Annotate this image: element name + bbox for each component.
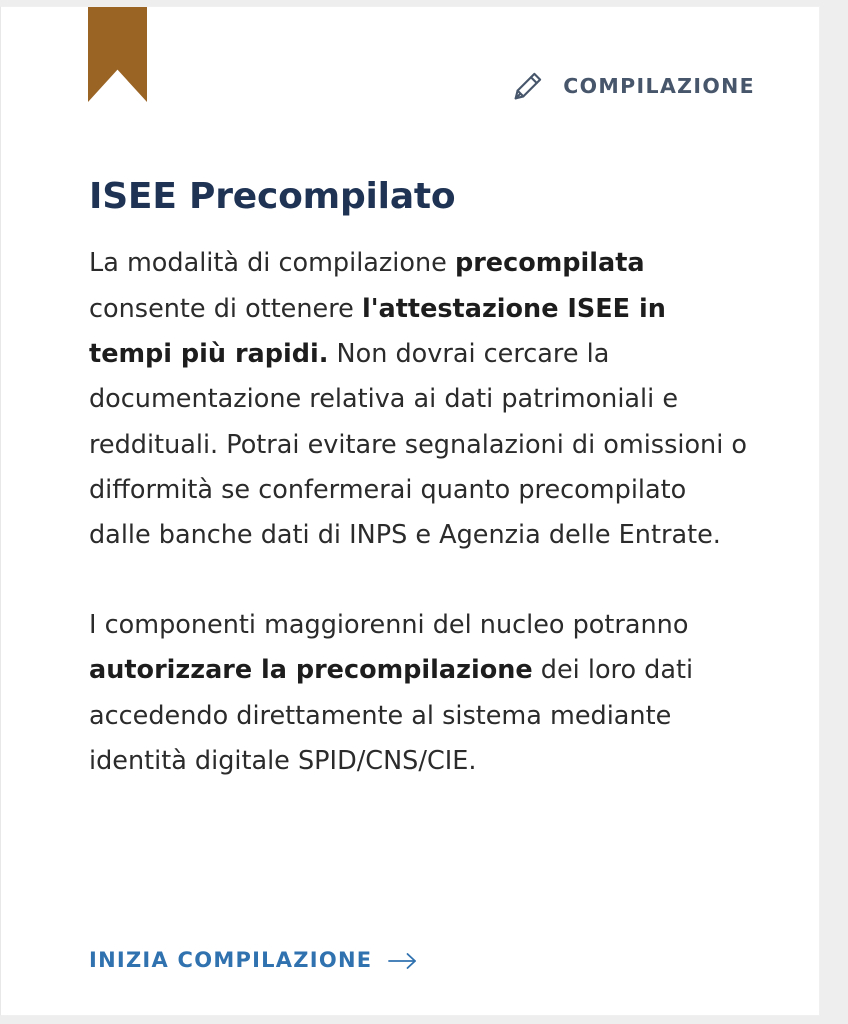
- category-header: [511, 69, 755, 103]
- page-title: ISEE Precompilato: [89, 176, 456, 217]
- description-paragraph-1: La modalità di compilazione precompilata consente di ottenere l'attestazione ISEE in tempi più rapidi. Non dovrai cercare la documentazione relativa ai dati patrimoniali e reddituali. Potrai evitare segnalazioni di omissioni o difformità se confermerai quanto precompilato dalle banche dati di INPS e Agenzia delle Entrate.: [89, 248, 748, 551]
- description-paragraph-2: I componenti maggiorenni del nucleo potranno autorizzare la precompilazione dei loro dati accedendo direttamente al sistema mediante identità digitale SPID/CNS/CIE.: [89, 609, 694, 776]
- category-label: COMPILAZIONE: [563, 73, 755, 98]
- inizia-compilazione-label: INIZIA COMPILAZIONE: [89, 948, 373, 972]
- card-content: [89, 175, 749, 784]
- isee-precompilato-card: [0, 6, 820, 1016]
- arrow-right-icon: [388, 951, 418, 971]
- bookmark-ribbon-icon: [88, 6, 147, 102]
- inizia-compilazione-link[interactable]: [89, 950, 418, 971]
- pencil-icon: [511, 69, 545, 103]
